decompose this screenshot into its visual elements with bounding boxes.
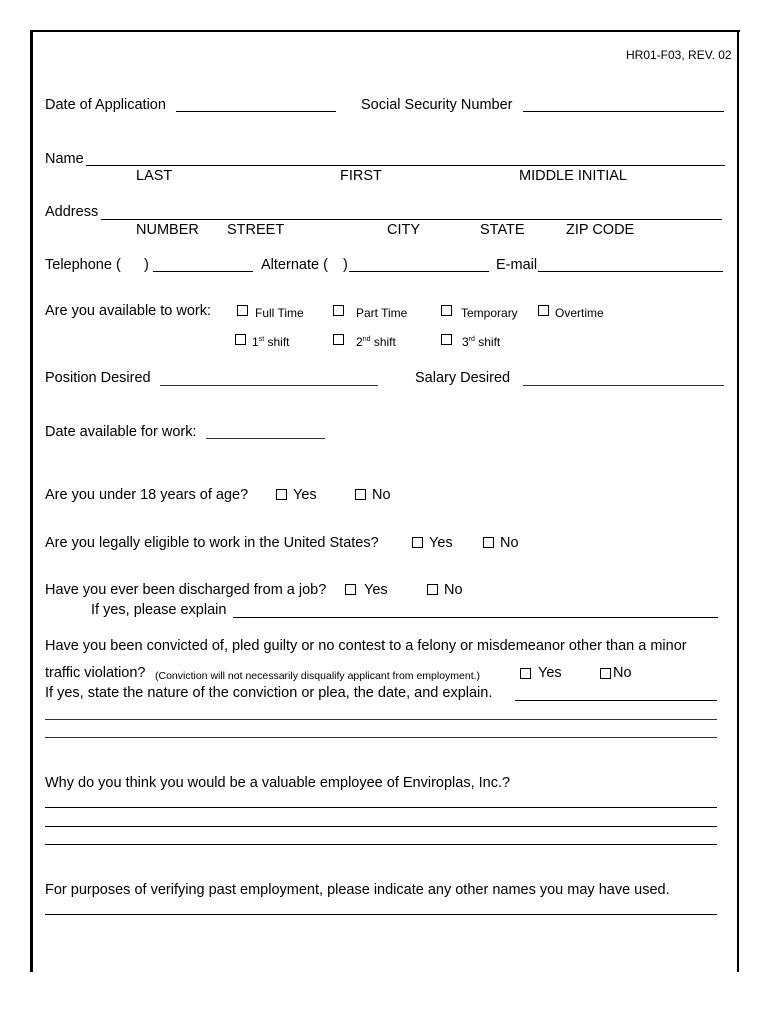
form-border-right bbox=[737, 30, 739, 972]
address-label: Address bbox=[45, 204, 99, 220]
position-desired-label: Position Desired bbox=[45, 370, 151, 386]
first-shift-label: 1st shift bbox=[252, 335, 290, 349]
email-label: E-mail bbox=[496, 257, 538, 273]
name-sub-middle: MIDDLE INITIAL bbox=[519, 168, 627, 184]
third-shift-checkbox[interactable] bbox=[441, 334, 452, 345]
part-time-label: Part Time bbox=[356, 306, 408, 320]
address-sub-number: NUMBER bbox=[136, 222, 199, 238]
discharged-explain-label: If yes, please explain bbox=[91, 602, 227, 618]
under-18-no-checkbox[interactable] bbox=[355, 489, 366, 500]
valuable-answer-line-3[interactable] bbox=[45, 844, 717, 845]
convicted-explain-line-2[interactable] bbox=[45, 719, 717, 720]
eligible-no-checkbox[interactable] bbox=[483, 537, 494, 548]
full-time-label: Full Time bbox=[255, 306, 304, 320]
availability-question: Are you available to work: bbox=[45, 303, 212, 319]
overtime-checkbox[interactable] bbox=[538, 305, 549, 316]
ssn-field[interactable] bbox=[523, 111, 724, 112]
telephone-paren-close: ) bbox=[144, 257, 149, 273]
under-18-yes-checkbox[interactable] bbox=[276, 489, 287, 500]
under-18-question: Are you under 18 years of age? bbox=[45, 487, 249, 503]
convicted-explain-label: If yes, state the nature of the conviction or plea, the date, and explain. bbox=[45, 685, 493, 701]
name-sub-last: LAST bbox=[136, 168, 173, 184]
date-of-application-field[interactable] bbox=[176, 111, 336, 112]
name-sub-first: FIRST bbox=[340, 168, 382, 184]
second-shift-checkbox[interactable] bbox=[333, 334, 344, 345]
under-18-no-label: No bbox=[372, 487, 391, 503]
alternate-paren-close: ) bbox=[343, 257, 348, 273]
eligible-no-label: No bbox=[500, 535, 519, 551]
telephone-label: Telephone ( bbox=[45, 257, 121, 273]
salary-desired-field[interactable] bbox=[523, 385, 724, 386]
eligible-question: Are you legally eligible to work in the United States? bbox=[45, 535, 379, 551]
date-available-field[interactable] bbox=[206, 438, 325, 439]
discharged-question: Have you ever been discharged from a job? bbox=[45, 582, 327, 598]
address-sub-street: STREET bbox=[227, 222, 285, 238]
address-field[interactable] bbox=[101, 219, 722, 220]
address-sub-zip: ZIP CODE bbox=[566, 222, 635, 238]
first-shift-checkbox[interactable] bbox=[235, 334, 246, 345]
second-shift-label: 2nd shift bbox=[356, 335, 396, 349]
under-18-yes-label: Yes bbox=[293, 487, 317, 503]
temporary-checkbox[interactable] bbox=[441, 305, 452, 316]
alternate-label: Alternate ( bbox=[261, 257, 328, 273]
form-border-left bbox=[30, 30, 33, 972]
date-of-application-label: Date of Application bbox=[45, 97, 166, 113]
email-field[interactable] bbox=[538, 271, 723, 272]
convicted-no-label: No bbox=[613, 665, 632, 681]
part-time-checkbox[interactable] bbox=[333, 305, 344, 316]
alternate-phone-field[interactable] bbox=[349, 271, 489, 272]
convicted-question-line1: Have you been convicted of, pled guilty or no contest to a felony or misdemeanor other than a minor bbox=[45, 638, 687, 654]
eligible-yes-label: Yes bbox=[429, 535, 453, 551]
convicted-yes-label: Yes bbox=[538, 665, 562, 681]
temporary-label: Temporary bbox=[461, 306, 518, 320]
eligible-yes-checkbox[interactable] bbox=[412, 537, 423, 548]
convicted-explain-line-3[interactable] bbox=[45, 737, 717, 738]
valuable-answer-line-2[interactable] bbox=[45, 826, 717, 827]
discharged-no-checkbox[interactable] bbox=[427, 584, 438, 595]
discharged-explain-field[interactable] bbox=[233, 617, 718, 618]
discharged-yes-label: Yes bbox=[364, 582, 388, 598]
other-names-field[interactable] bbox=[45, 914, 717, 915]
address-sub-state: STATE bbox=[480, 222, 525, 238]
other-names-question: For purposes of verifying past employment, please indicate any other names you may have used. bbox=[45, 882, 670, 898]
date-available-label: Date available for work: bbox=[45, 424, 197, 440]
name-label: Name bbox=[45, 151, 84, 167]
form-border-top bbox=[30, 30, 740, 32]
convicted-question-line2: traffic violation? bbox=[45, 665, 146, 681]
convicted-no-checkbox[interactable] bbox=[600, 668, 611, 679]
overtime-label: Overtime bbox=[555, 306, 604, 320]
ssn-label: Social Security Number bbox=[361, 97, 513, 113]
convicted-note: (Conviction will not necessarily disqualify applicant from employment.) bbox=[155, 670, 481, 682]
address-sub-city: CITY bbox=[387, 222, 421, 238]
convicted-yes-checkbox[interactable] bbox=[520, 668, 531, 679]
salary-desired-label: Salary Desired bbox=[415, 370, 511, 386]
form-code: HR01-F03, REV. 02 bbox=[626, 48, 732, 62]
convicted-explain-field[interactable] bbox=[515, 700, 717, 701]
name-field[interactable] bbox=[86, 165, 725, 166]
full-time-checkbox[interactable] bbox=[237, 305, 248, 316]
valuable-answer-line-1[interactable] bbox=[45, 807, 717, 808]
third-shift-label: 3rd shift bbox=[462, 335, 501, 349]
position-desired-field[interactable] bbox=[160, 385, 378, 386]
valuable-employee-question: Why do you think you would be a valuable employee of Enviroplas, Inc.? bbox=[45, 775, 511, 791]
telephone-field[interactable] bbox=[153, 271, 253, 272]
discharged-no-label: No bbox=[444, 582, 463, 598]
discharged-yes-checkbox[interactable] bbox=[345, 584, 356, 595]
